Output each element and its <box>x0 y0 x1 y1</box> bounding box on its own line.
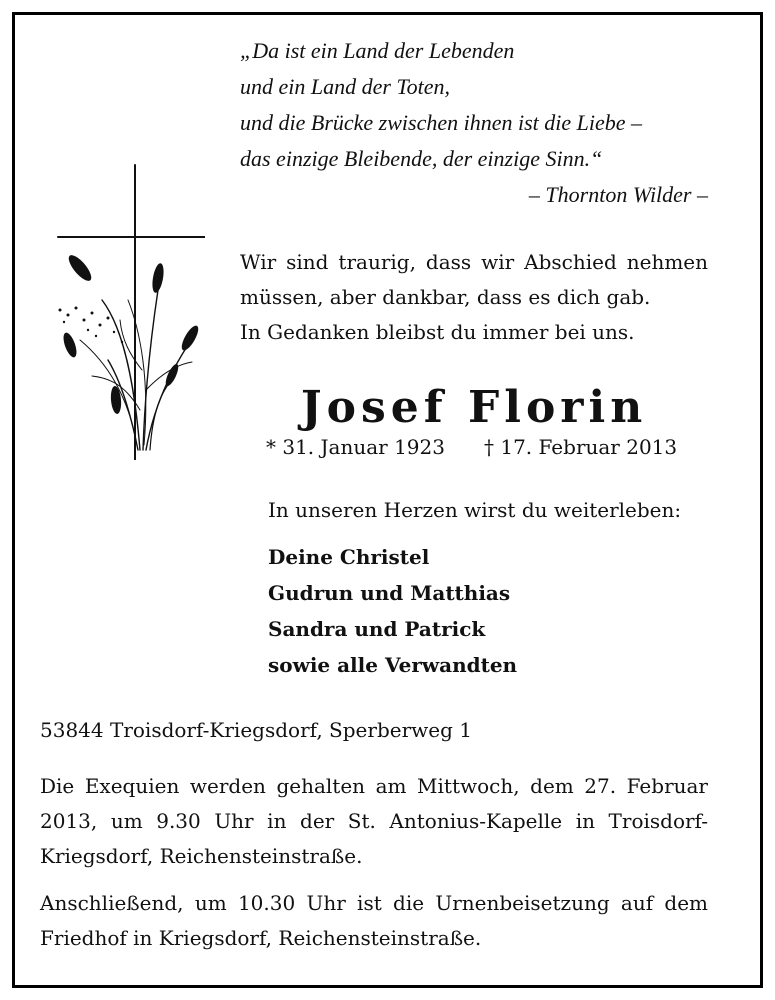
family-member: sowie alle Verwandten <box>268 653 518 677</box>
burial-line: Friedhof in Kriegsdorf, Reichensteinstraße. <box>40 926 482 950</box>
service-line: Kriegsdorf, Reichensteinstraße. <box>40 844 363 868</box>
motto-line: Wir sind traurig, dass wir Abschied nehmen <box>240 250 708 274</box>
burial-paragraph <box>40 886 708 956</box>
service-paragraph <box>40 769 708 874</box>
family-member: Sandra und Patrick <box>268 617 486 641</box>
quote-line: „Da ist ein Land der Lebenden <box>240 38 515 63</box>
family-member: Deine Christel <box>268 545 430 569</box>
cross-with-wheat-icon <box>40 150 205 460</box>
birth-date: * 31. Januar 1923 <box>266 435 445 459</box>
motto-line: In Gedanken bleibst du immer bei uns. <box>240 320 635 344</box>
quote-author: – Thornton Wilder – <box>528 182 708 207</box>
service-line: 2013, um 9.30 Uhr in der St. Antonius-Kapelle in Troisdorf- <box>40 809 708 833</box>
motto-block <box>240 245 708 350</box>
burial-line: Anschließend, um 10.30 Uhr ist die Urnenbeisetzung auf dem <box>40 891 708 915</box>
quote-line: und die Brücke zwischen ihnen ist die Liebe – <box>240 110 643 135</box>
quote-block <box>240 33 708 213</box>
quote-line: und ein Land der Toten, <box>240 74 451 99</box>
motto-line: müssen, aber dankbar, dass es dich gab. <box>240 285 651 309</box>
address-line: 53844 Troisdorf-Kriegsdorf, Sperberweg 1 <box>40 718 472 742</box>
quote-line: das einzige Bleibende, der einzige Sinn.“ <box>240 146 603 171</box>
service-line: Die Exequien werden gehalten am Mittwoch, dem 27. Februar <box>40 774 708 798</box>
family-member: Gudrun und Matthias <box>268 581 511 605</box>
life-dates <box>266 432 696 462</box>
deceased-name: Josef Florin <box>300 382 648 433</box>
death-date: † 17. Februar 2013 <box>484 435 678 459</box>
family-list <box>268 539 708 683</box>
memorial-line: In unseren Herzen wirst du weiterleben: <box>268 498 682 522</box>
